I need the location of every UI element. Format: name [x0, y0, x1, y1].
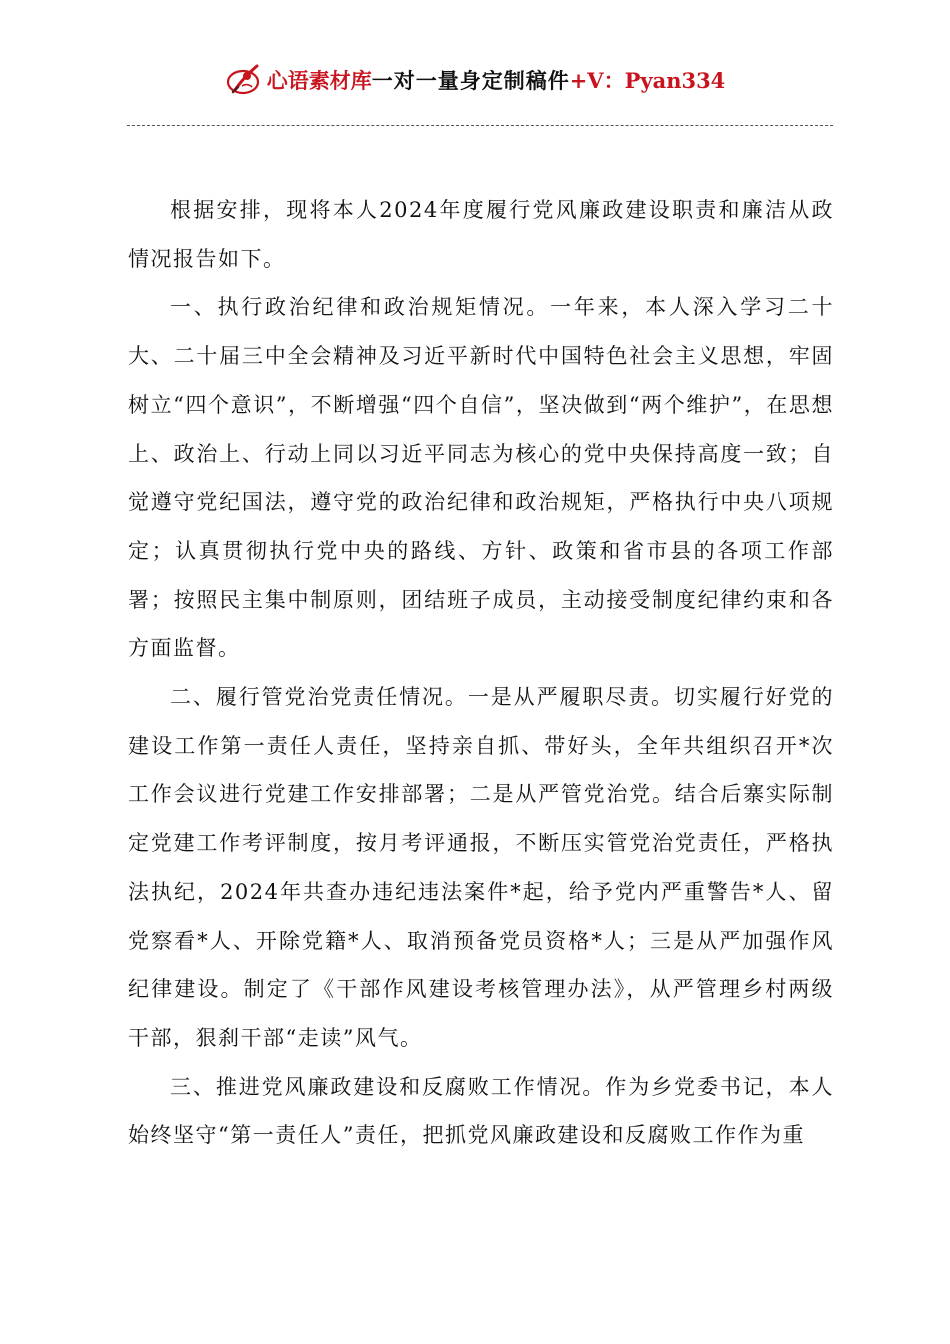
paragraph-section-3: 三、推进党风廉政建设和反腐败工作情况。作为乡党委书记，本人始终坚守“第一责任人”责任，把抓党风廉政建设和反腐败工作作为重 [128, 1074, 834, 1148]
paragraph-section-2: 二、履行管党治党责任情况。一是从严履职尽责。切实履行好党的建设工作第一责任人责任，坚持亲自抓、带好头，全年共组织召开*次工作会议进行党建工作安排部署；二是从严管党治党。结合后寨实际制定党建工作考评制度，按月考评通报，不断压实管党治党责任，严格执法执纪，2024年共查办违纪违法案件*起，给予党内严重警告*人、留党察看*人、开除党籍*人、取消预备党员资格*人；三是从严加强作风纪律建设。制定了《干部作风建设考核管理办法》，从严管理乡村两级干部，狠刹干部“走读”风气。 [128, 685, 834, 1050]
brand-name: 心语素材库 [266, 69, 372, 93]
paragraph-intro: 根据安排，现将本人2024年度履行党风廉政建设职责和廉洁从政情况报告如下。 [128, 198, 834, 271]
header-slogan: 一对一量身定制稿件 [371, 68, 570, 93]
paragraph-section-1: 一、执行政治纪律和政治规矩情况。一年来，本人深入学习二十大、二十届三中全会精神及习近平新时代中国特色社会主义思想，牢固树立“四个意识”，不断增强“四个自信”，坚决做到“两个维护”，在思想上、政治上、行动上同以习近平同志为核心的党中央保持高度一致；自觉遵守党纪国法，遵守党的政治纪律和政治规矩，严格执行中央八项规定；认真贯彻执行党中央的路线、方针、政策和省市县的各项工作部署；按照民主集中制原则，团结班子成员，主动接受制度纪律约束和各方面监督。 [128, 295, 834, 661]
page-header [0, 58, 950, 102]
header-divider [127, 125, 833, 126]
writing-hand-logo-icon [225, 60, 265, 100]
contact-wechat: +V：Pyan334 [569, 68, 726, 93]
document-body [128, 186, 834, 1160]
